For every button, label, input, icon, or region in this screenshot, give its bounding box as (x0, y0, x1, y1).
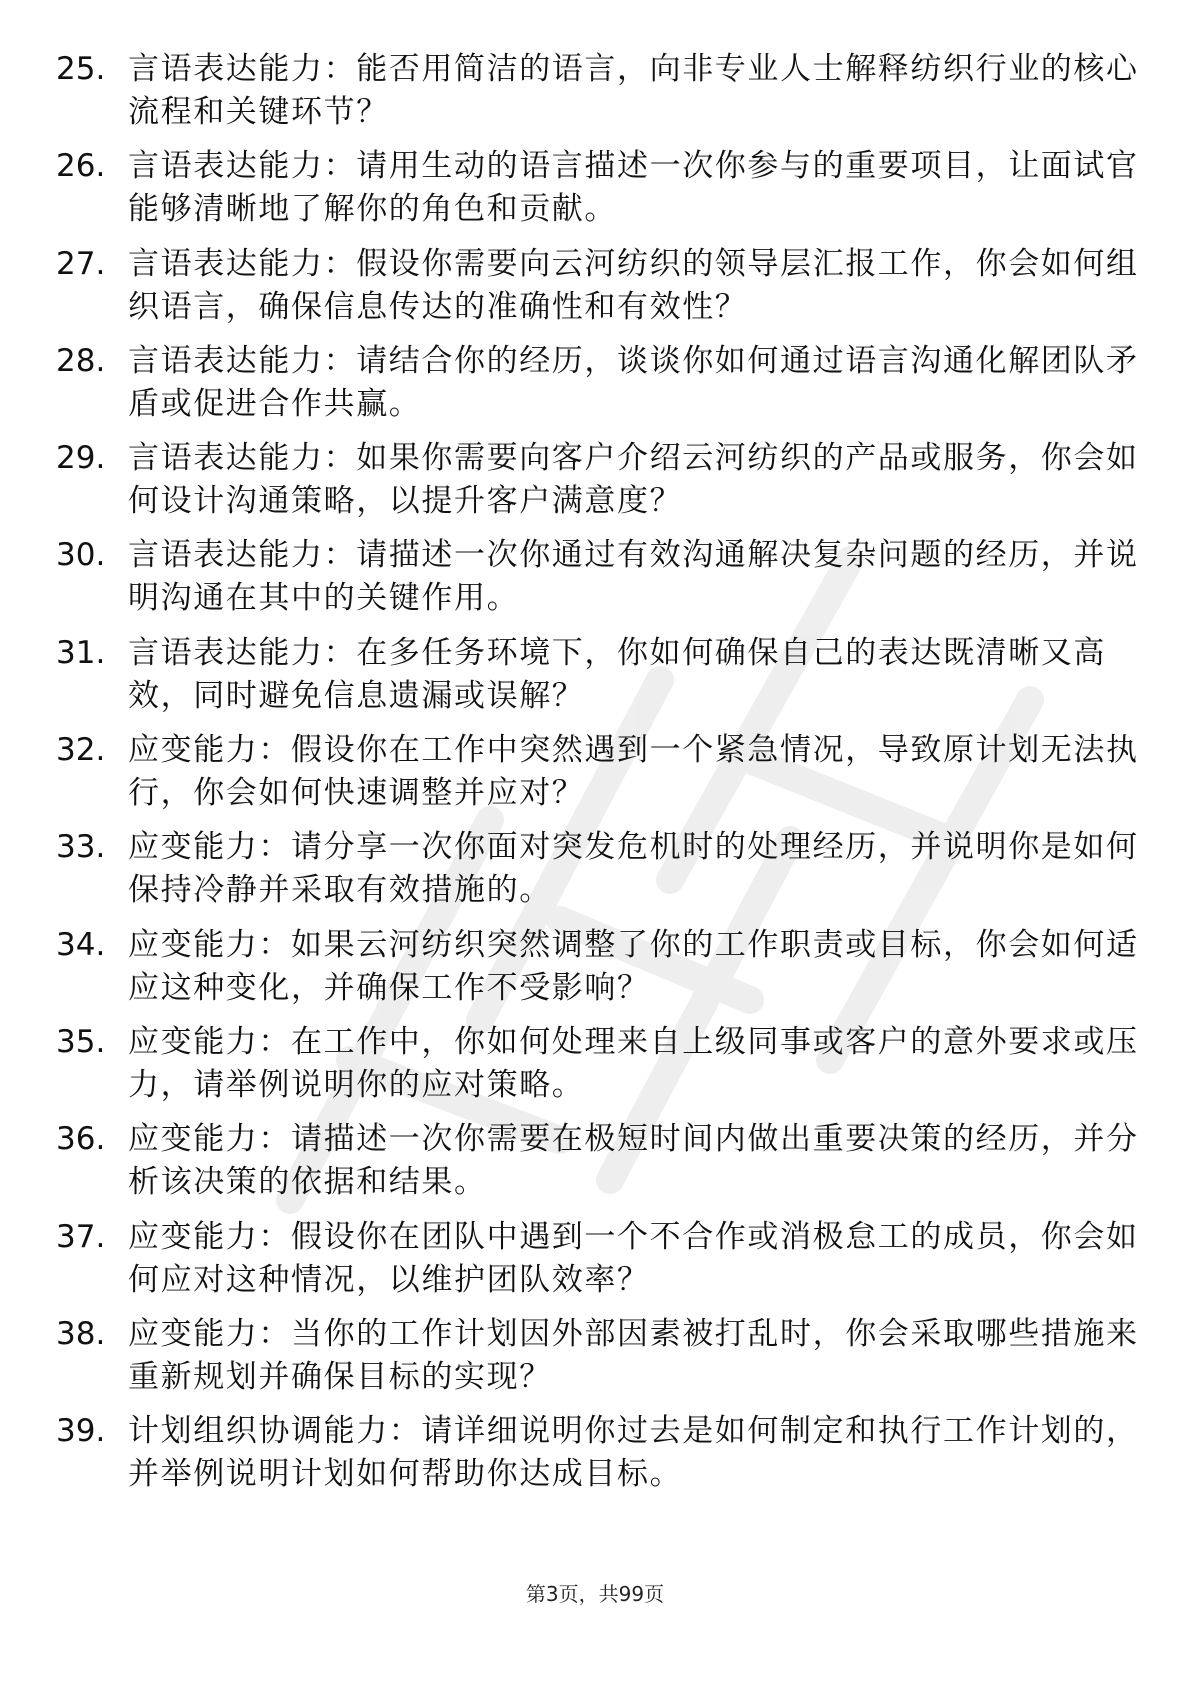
question-item (56, 729, 1139, 826)
question-text: 言语表达能力：假设你需要向云河纺织的领导层汇报工作，你会如何组织语言，确保信息传达的准确性和有效性？ (128, 245, 1139, 325)
question-number: 34. (56, 926, 106, 963)
question-item (56, 1313, 1139, 1410)
question-text: 计划组织协调能力：请详细说明你过去是如何制定和执行工作计划的，并举例说明计划如何帮助你达成目标。 (128, 1413, 1139, 1493)
question-text: 应变能力：请描述一次你需要在极短时间内做出重要决策的经历，并分析该决策的依据和结果。 (128, 1121, 1139, 1201)
question-item (56, 437, 1139, 534)
question-text: 言语表达能力：在多任务环境下，你如何确保自己的表达既清晰又高效，同时避免信息遗漏或误解？ (128, 634, 1106, 714)
question-number: 28. (56, 342, 106, 379)
question-item (56, 1118, 1139, 1215)
question-item (56, 145, 1139, 242)
question-number: 26. (56, 148, 106, 185)
question-text: 言语表达能力：能否用简洁的语言，向非专业人士解释纺织行业的核心流程和关键环节？ (128, 51, 1139, 130)
question-text: 应变能力：在工作中，你如何处理来自上级同事或客户的意外要求或压力，请举例说明你的应对策略。 (128, 1023, 1139, 1103)
question-number: 36. (56, 1121, 106, 1158)
question-text: 言语表达能力：请描述一次你通过有效沟通解决复杂问题的经历，并说明沟通在其中的关键作用。 (128, 537, 1139, 617)
question-item (56, 1410, 1139, 1507)
page-number: 第3页，共99页 (525, 1582, 665, 1606)
question-number: 38. (56, 1315, 106, 1352)
question-item (56, 340, 1139, 437)
question-list (56, 48, 1139, 1507)
question-number: 27. (56, 245, 106, 282)
question-item (56, 826, 1139, 923)
question-number: 37. (56, 1218, 106, 1255)
question-number: 39. (56, 1413, 106, 1450)
question-number: 30. (56, 537, 106, 574)
question-item (56, 48, 1139, 145)
question-number: 25. (56, 51, 106, 87)
question-number: 33. (56, 829, 106, 866)
question-item (56, 534, 1139, 631)
question-number: 35. (56, 1023, 106, 1060)
question-text: 应变能力：假设你在团队中遇到一个不合作或消极怠工的成员，你会如何应对这种情况，以维护团队效率？ (128, 1218, 1139, 1298)
question-text: 应变能力：当你的工作计划因外部因素被打乱时，你会采取哪些措施来重新规划并确保目标的实现？ (128, 1315, 1139, 1395)
question-item (56, 243, 1139, 340)
question-item (56, 924, 1139, 1021)
question-text: 言语表达能力：请结合你的经历，谈谈你如何通过语言沟通化解团队矛盾或促进合作共赢。 (128, 342, 1139, 422)
question-item (56, 1021, 1139, 1118)
question-item (56, 632, 1136, 729)
question-number: 32. (56, 732, 106, 769)
question-text: 应变能力：请分享一次你面对突发危机时的处理经历，并说明你是如何保持冷静并采取有效措施的。 (128, 829, 1139, 909)
question-text: 言语表达能力：如果你需要向客户介绍云河纺织的产品或服务，你会如何设计沟通策略，以提升客户满意度？ (128, 440, 1139, 520)
question-text: 应变能力：如果云河纺织突然调整了你的工作职责或目标，你会如何适应这种变化，并确保工作不受影响？ (128, 926, 1139, 1006)
question-number: 29. (56, 440, 106, 477)
question-item (56, 1216, 1139, 1313)
question-number: 31. (56, 634, 106, 671)
question-text: 言语表达能力：请用生动的语言描述一次你参与的重要项目，让面试官能够清晰地了解你的角色和贡献。 (128, 148, 1139, 228)
question-text: 应变能力：假设你在工作中突然遇到一个紧急情况，导致原计划无法执行，你会如何快速调整并应对？ (128, 732, 1139, 812)
